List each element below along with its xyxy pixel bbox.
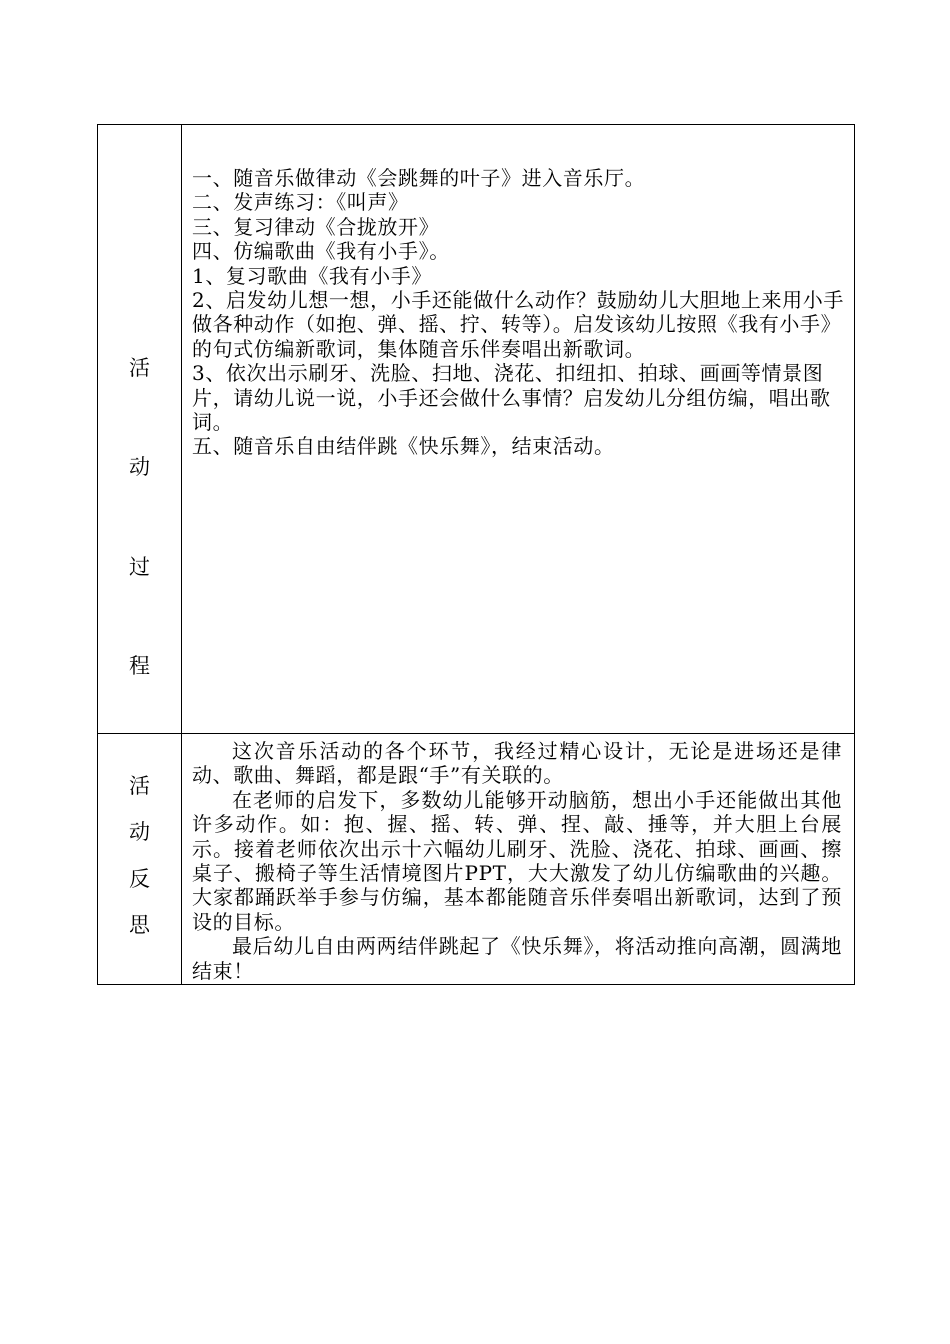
process-step: 四、仿编歌曲《我有小手》。 [192,239,450,264]
lesson-plan-table [97,124,855,985]
process-step: 五、随音乐自由结伴跳《快乐舞》，结束活动。 [192,434,615,459]
label-char: 程 [129,654,150,678]
reflection-paragraph: 这次音乐活动的各个环节，我经过精心设计，无论是进场还是律动、歌曲、舞蹈，都是跟“手”有关联的。 [192,739,842,788]
activity-reflection-label-cell [98,734,182,985]
label-char: 活 [129,774,150,798]
label-char: 动 [129,820,150,844]
activity-process-label [98,125,181,733]
label-char: 过 [129,555,150,579]
process-step: 二、发声练习：《叫声》 [192,190,409,215]
activity-reflection-row [98,734,855,985]
label-char: 动 [129,455,150,479]
process-step: 1、复习歌曲《我有小手》 [192,263,432,288]
activity-process-label-cell [98,125,182,734]
activity-process-row [98,125,855,734]
activity-reflection-content [182,734,854,983]
activity-process-content-cell [182,125,855,734]
process-step: 三、复习律动《合拢放开》 [192,214,440,239]
reflection-paragraph: 在老师的启发下，多数幼儿能够开动脑筋，想出小手还能做出其他许多动作。如：抱、握、摇、转、弹、捏、敲、捶等，并大胆上台展示。接着老师依次出示十六幅幼儿刷牙、洗脸、浇花、拍球、画画、擦桌子、搬椅子等生活情境图片PPT，大大激发了幼儿仿编歌曲的兴趣。大家都踊跃举手参与仿编，基本都能随音乐伴奏唱出新歌词，达到了预设的目标。 [192,787,842,934]
process-step: 一、随音乐做律动《会跳舞的叶子》进入音乐厅。 [192,166,646,190]
label-char: 活 [129,356,150,380]
label-char: 反 [129,867,150,891]
activity-process-content [182,125,854,459]
process-step: 2、启发幼儿想一想，小手还能做什么动作？鼓励幼儿大胆地上来用小手做各种动作（如抱、弹、摇、拧、转等）。启发该幼儿按照《我有小手》的句式仿编新歌词，集体随音乐伴奏唱出新歌词。 [192,288,844,361]
activity-reflection-label [98,734,181,984]
process-step: 3、依次出示刷牙、洗脸、扫地、浇花、扣纽扣、拍球、画画等情景图片，请幼儿说一说，小手还会做什么事情？启发幼儿分组仿编，唱出歌词。 [192,361,831,435]
activity-reflection-content-cell [182,734,855,985]
label-char: 思 [129,913,150,937]
reflection-paragraph: 最后幼儿自由两两结伴跳起了《快乐舞》，将活动推向高潮，圆满地结束！ [192,934,842,983]
